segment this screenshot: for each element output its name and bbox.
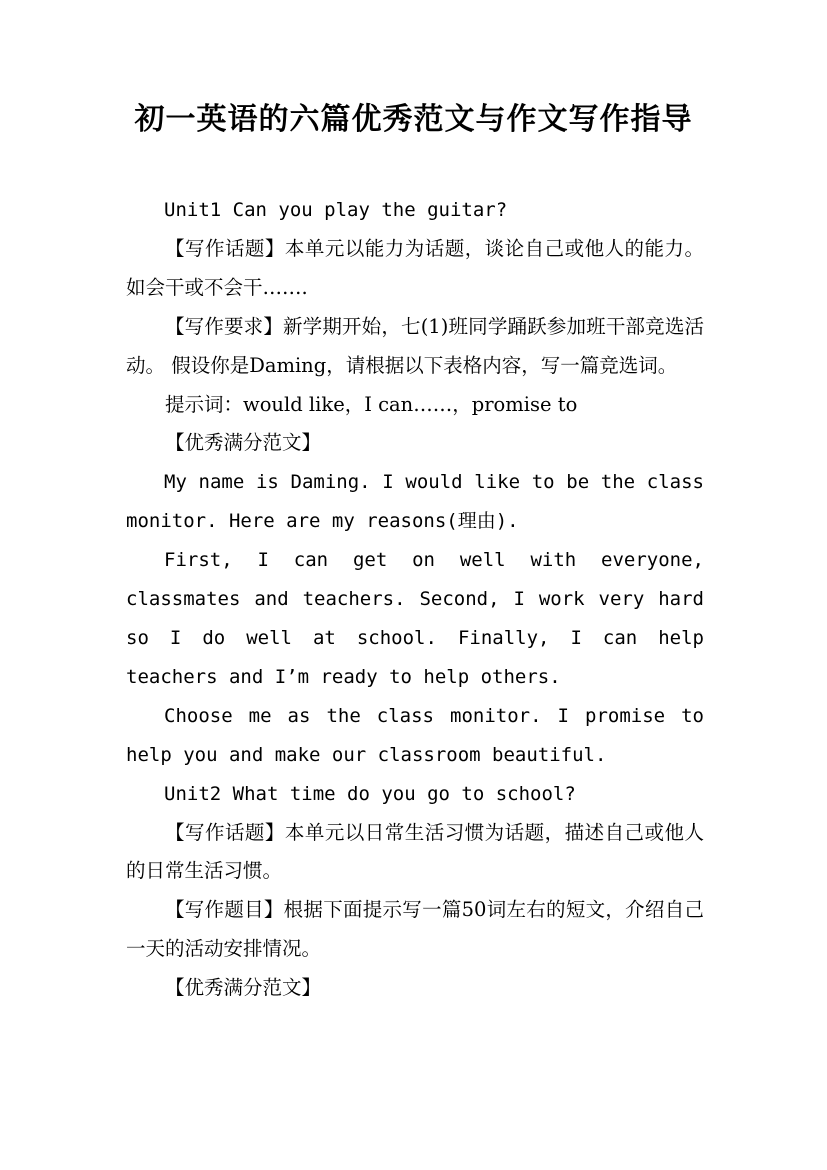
unit2-writing-prompt: 【写作题目】根据下面提示写一篇50词左右的短文，介绍自己一天的活动安排情况。 [126,898,704,961]
unit1-sample-heading: 【优秀满分范文】 [165,431,322,455]
unit1-writing-topic: 【写作话题】本单元以能力为话题，谈论自己或他人的能力。如会干或不会干……. [126,236,704,299]
document-title: 初一英语的六篇优秀范文与作文写作指导 [134,102,693,137]
unit1-sample-paragraph-1: My name is Daming. I would like to be the class monitor. Here are my reasons(理由). [126,471,704,533]
document-body [126,191,704,1008]
unit1-sample-paragraph-3: Choose me as the class monitor. I promise to help you and make our classroom beautiful. [126,704,704,766]
unit1-sample-paragraph-2: First, I can get on well with everyone, classmates and teachers. Second, I work very hard so I do well at school. Finally, I can help teachers and I’m ready to help others. [126,549,704,688]
unit2-heading: Unit2 What time do you go to school? [164,782,576,805]
unit1-heading: Unit1 Can you play the guitar? [164,199,508,221]
unit2-sample-heading: 【优秀满分范文】 [165,976,322,1000]
unit1-hint-words: 提示词：would like，I can……，promise to [165,392,578,416]
unit1-writing-requirement: 【写作要求】新学期开始，七(1)班同学踊跃参加班干部竞选活动。 假设你是Daming，请根据以下表格内容，写一篇竞选词。 [126,314,704,377]
unit2-writing-topic: 【写作话题】本单元以日常生活习惯为话题，描述自己或他人的日常生活习惯。 [126,820,704,883]
